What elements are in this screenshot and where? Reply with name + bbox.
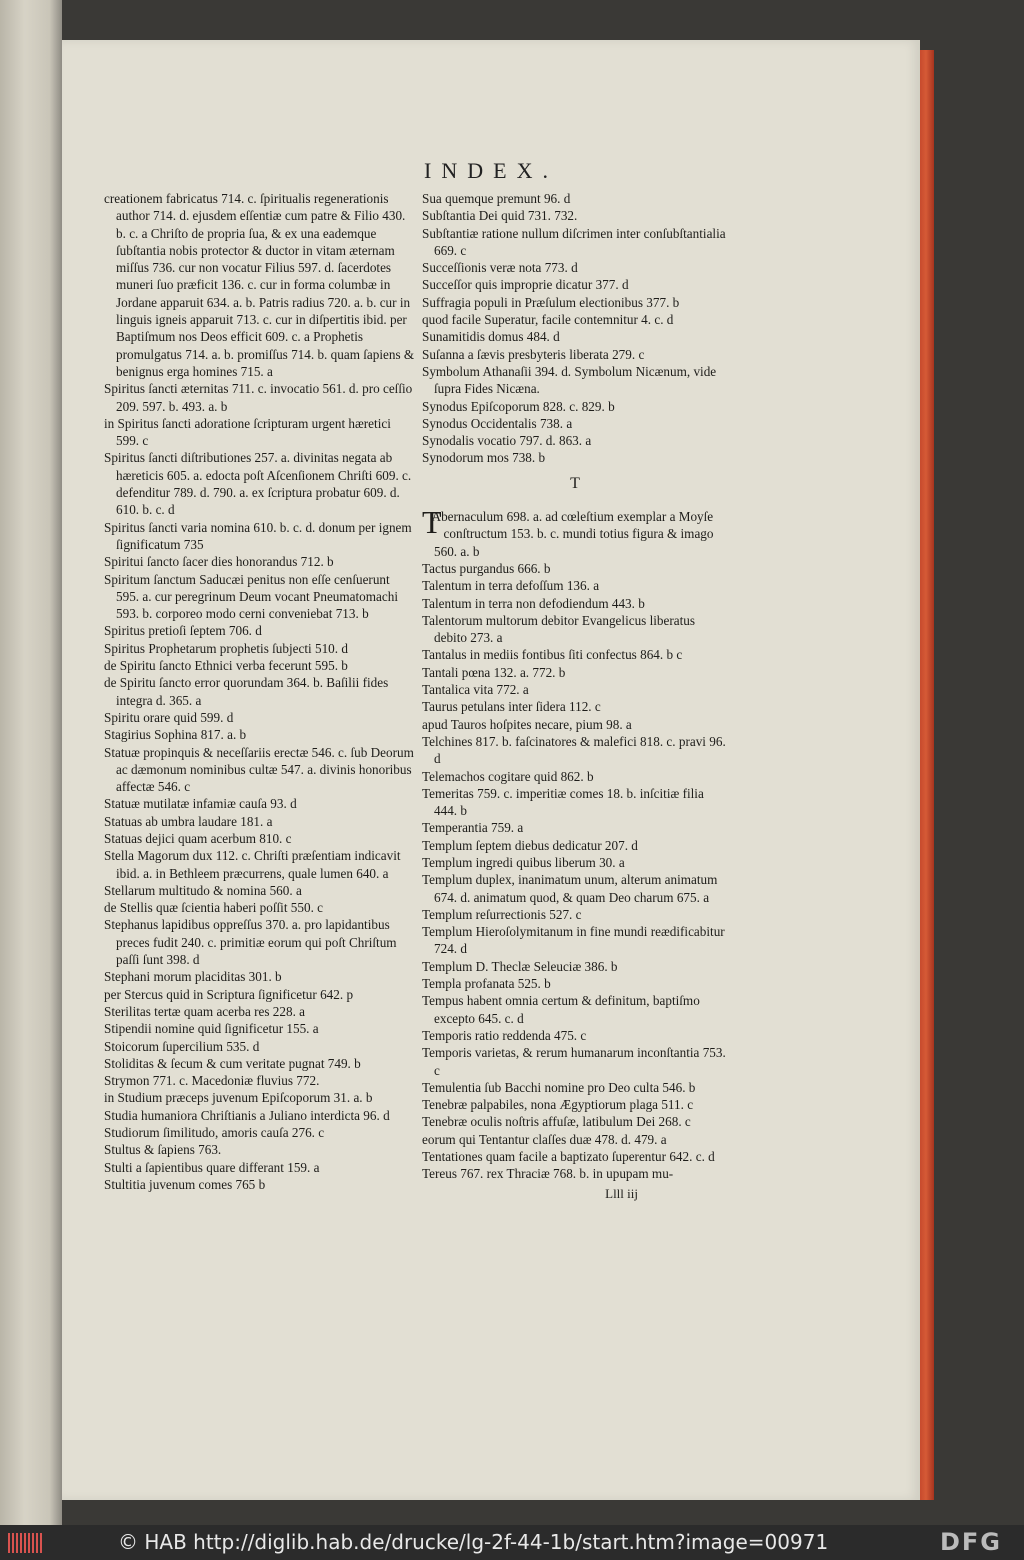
index-entry: Spiritui ſancto ſacer dies honorandus 712. b [104,554,334,570]
left-column [104,190,416,1193]
index-entry: Stellarum multitudo & nomina 560. a [104,882,302,898]
index-entry: de Spiritu ſancto Ethnici verba fecerunt 595. b [104,658,348,674]
index-entry: Temporis ratio reddenda 475. c [422,1027,587,1043]
index-entry: Tantalus in mediis fontibus ſiti confectus 864. b c [422,647,683,663]
index-entry: Strymon 771. c. Macedoniæ fluvius 772. [104,1073,320,1089]
index-entry: Stipendii nomine quid ſignificetur 155. a [104,1021,319,1037]
index-entry: Talentum in terra non defodiendum 443. b [422,595,645,611]
index-entry: Spiritus ſancti varia nomina 610. b. c. d. donum per ignem ſignificatum 735 [104,519,412,552]
index-entry: Tantali pœna 132. a. 772. b [422,664,566,680]
index-entry: Templa profanata 525. b [422,976,551,992]
index-entry: Sunamitidis domus 484. d [422,329,560,345]
index-entry: Statuas dejici quam acerbum 810. c [104,830,292,846]
index-entry: Stoliditas & ſecum & cum veritate pugnat 749. b [104,1055,361,1071]
left-page-edge [0,0,62,1525]
index-entry: Sua quemque premunt 96. d [422,191,571,206]
index-entry: Studia humaniora Chriſtianis a Juliano interdicta 96. d [104,1107,390,1123]
copyright-link[interactable]: © HAB http://diglib.hab.de/drucke/lg-2f-44-1b/start.htm?image=00971 [118,1530,829,1554]
index-entry: Succeſſor quis improprie dicatur 377. d [422,277,629,293]
index-entry: Studiorum ſimilitudo, amoris cauſa 276. c [104,1125,325,1141]
index-entry: Tenebræ oculis noſtris affuſæ, latibulum Dei 268. c [422,1114,691,1130]
index-entry: Temperantia 759. a [422,820,524,836]
index-entry: Talentorum multorum debitor Evangelicus liberatus debito 273. a [422,612,696,646]
index-entry: Templum Hieroſolymitanum in fine mundi reædificabitur 724. d [422,924,725,957]
index-entry: Stoicorum ſupercilium 535. d [104,1038,260,1054]
index-entry: Statuas ab umbra laudare 181. a [104,813,273,829]
index-entry: Tenebræ palpabiles, nona Ægyptiorum plaga 511. c [422,1097,694,1113]
index-entry: Temulentia ſub Bacchi nomine pro Deo culta 546. b [422,1079,696,1095]
index-entry: Synodus Epiſcoporum 828. c. 829. b [422,398,615,414]
index-entry: apud Tauros hoſpites necare, pium 98. a [422,716,632,732]
viewer-footer [0,1525,1024,1560]
index-entry: Tereus 767. rex Thraciæ 768. b. in upupam mu- [422,1166,674,1182]
index-entry: eorum qui Tentantur claſſes duæ 478. d. 479. a [422,1131,667,1147]
page-title: INDEX. [424,158,558,183]
index-entry: Stephani morum placiditas 301. b [104,969,282,985]
index-entry: Spiritus pretioſi ſeptem 706. d [104,623,262,639]
index-entry: in Spiritus ſancti adoratione ſcripturam urgent hæretici 599. c [104,415,391,449]
index-entry: Temeritas 759. c. imperitiæ comes 18. b. inſcitiæ filia 444. b [422,785,704,819]
index-entry: quod facile Superatur, facile contemnitur 4. c. d [422,312,674,328]
index-entry: Spiritus ſancti diſtributiones 257. a. divinitas negata ab hæreticis 605. a. edocta poſt Aſcenſionem Chriſti 609. c. defenditur 789. d. 790. a. ex ſcriptura probatur 609. d. 610. b. c. d [104,450,412,518]
index-entry: Tentationes quam facile a baptizato ſuperentur 642. c. d [422,1149,715,1165]
index-entry: Tactus purgandus 666. b [422,560,551,576]
index-entry: Spiritum ſanctum Saducæi penitus non eſſe cenſuerunt 595. a. cur peregrinum Deum vocant Pneumatomachi 593. b. corporeo modo cerni conveniebat 713. b [104,571,398,622]
index-entry: Sterilitas tertæ quam acerba res 228. a [104,1003,306,1019]
index-entry: Stultus & ſapiens 763. [104,1142,222,1158]
section-letter: T [570,474,580,492]
index-entry: Statuæ mutilatæ infamiæ cauſa 93. d [104,796,297,812]
index-entry: Statuæ propinquis & neceſſariis erectæ 546. c. ſub Deorum ac dæmonum nominibus cultæ 547. a. divinis honoribus affectæ 546. c [104,744,414,795]
index-entry: Spiritus Prophetarum prophetis ſubjecti 510. d [104,640,348,656]
index-entry: Templum D. Theclæ Seleuciæ 386. b [422,958,618,974]
right-column [422,190,728,1202]
index-entry: Templum ingredi quibus liberum 30. a [422,854,625,870]
dfg-logo: DFG [939,1528,1002,1556]
book-page [62,40,920,1500]
index-entry: Subſtantiæ ratione nullum diſcrimen inter conſubſtantialia 669. c [422,225,726,258]
index-entry: Suſanna a ſævis presbyteris liberata 279. c [422,346,645,362]
index-entry: Temporis varietas, & rerum humanarum inconſtantia 753. c [422,1045,726,1078]
index-entry: Synodalis vocatio 797. d. 863. a [422,433,592,449]
index-entry: de Spiritu ſancto error quorundam 364. b. Baſilii fides integra d. 365. a [104,675,389,708]
index-entry: Suffragia populi in Præſulum electionibus 377. b [422,294,680,310]
index-entry: in Studium præceps juvenum Epiſcoporum 31. a. b [104,1090,373,1106]
index-entry: per Stercus quid in Scriptura ſignificetur 642. p [104,986,354,1002]
barcode-icon [8,1533,44,1553]
index-entry: Templum reſurrectionis 527. c [422,906,582,922]
index-entry: Stagirius Sophina 817. a. b [104,727,247,743]
index-entry: Talentum in terra defoſſum 136. a [422,578,600,594]
index-entry: Tempus habent omnia certum & definitum, baptiſmo excepto 645. c. d [422,993,700,1026]
index-entry: Telemachos cogitare quid 862. b [422,768,594,784]
index-entry: Stephanus lapidibus oppreſſus 370. a. pro lapidantibus preces fudit 240. c. primitiæ eorum qui poſt Chriſtum paſſi ſunt 398. d [104,917,397,968]
index-entry: Stulti a ſapientibus quare differant 159. a [104,1159,320,1175]
index-entry: Stultitia juvenum comes 765 b [104,1176,266,1192]
index-entry: Spiritu orare quid 599. d [104,709,234,725]
index-entry: Stella Magorum dux 112. c. Chriſti præſentiam indicavit ibid. a. in Bethleem præcurrens, quale lumen 640. a [104,848,401,881]
index-entry: Symbolum Athanaſii 394. d. Symbolum Nicænum, vide ſupra Fides Nicæna. [422,363,717,397]
index-entry: Subſtantia Dei quid 731. 732. [422,208,578,224]
index-entry: Succeſſionis veræ nota 773. d [422,260,578,276]
index-entry: TAbernaculum 698. a. ad cœleſtium exemplar a Moyſe conſtructum 153. b. c. mundi totius figura & imago 560. a. b [422,504,714,559]
index-entry: Telchines 817. b. faſcinatores & malefici 818. c. pravi 96. d [422,733,726,767]
index-entry: Tantalica vita 772. a [422,682,529,698]
red-page-edge [918,50,934,1500]
index-entry: Taurus petulans inter ſidera 112. c [422,699,601,715]
index-entry: Templum duplex, inanimatum unum, alterum animatum 674. d. animatum quod, & quam Deo charum 675. a [422,872,718,905]
index-entry: Synodus Occidentalis 738. a [422,415,573,431]
index-entry: de Stellis quæ ſcientia haberi poſſit 550. c [104,900,324,916]
index-entry: Spiritus ſancti æternitas 711. c. invocatio 561. d. pro ceſſio 209. 597. b. 493. a. b [104,381,413,414]
signature-mark: Llll iij [605,1185,638,1201]
index-entry: Synodorum mos 738. b [422,450,546,466]
index-entry: Templum ſeptem diebus dedicatur 207. d [422,837,638,853]
index-entry: creationem fabricatus 714. c. ſpiritualis regenerationis author 714. d. ejusdem eſſentiæ cum patre & Filio 430. b. c. a Chriſto de propria ſua, & ex una eademque ſubſtantia nobis protector & ductor in vitam æternam miſſus 736. cur non vocatur Filius 597. d. ſacerdotes muneri ſuo præficit 136. c. cur in forma columbæ in Jordane apparuit 634. a. b. Patris radius 720. a. b. cur in linguis igneis apparuit 713. c. cur in diſpertitis ibid. per Baptiſmum nos Deos efficit 609. c. a Prophetis promulgatus 714. a. b. promiſſus 714. b. quam ſapiens & benignus erga homines 715. a [104,191,415,379]
